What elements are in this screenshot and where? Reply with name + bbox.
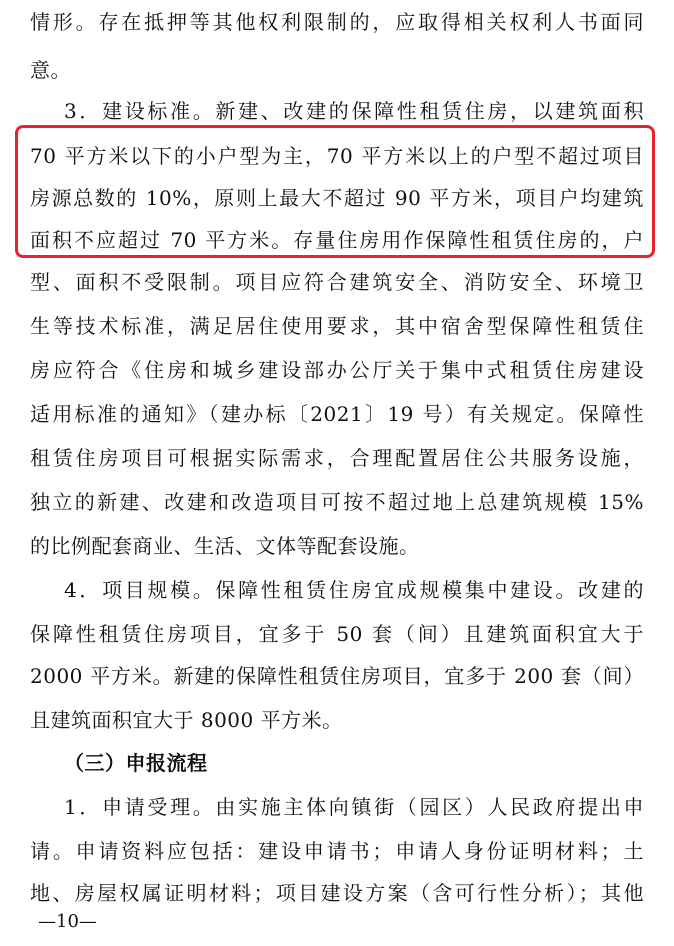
text-line: 地、房屋权属证明材料；项目建设方案（含可行性分析）；其他 [30, 881, 644, 905]
text-line: 情形。存在抵押等其他权利限制的，应取得相关权利人书面同 [30, 10, 644, 34]
text-line: 房应符合《住房和城乡建设部办公厅关于集中式租赁住房建设 [30, 358, 644, 382]
section-heading: （三）申报流程 [64, 751, 208, 775]
text-line: 租赁住房项目可根据实际需求，合理配置居住公共服务设施， [30, 446, 644, 470]
text-line: 且建筑面积宜大于 8000 平方米。 [30, 708, 343, 732]
text-line: 意。 [30, 58, 71, 82]
text-line: 3．建设标准。新建、改建的保障性租赁住房，以建筑面积 [64, 99, 644, 123]
text-line: 独立的新建、改建和改造项目可按不超过地上总建筑规模 15% [30, 490, 644, 514]
text-line: 70 平方米以下的小户型为主，70 平方米以上的户型不超过项目 [30, 144, 644, 168]
text-line: 面积不应超过 70 平方米。存量住房用作保障性租赁住房的，户 [30, 228, 644, 252]
page-number: —10— [38, 911, 97, 932]
text-line: 的比例配套商业、生活、文体等配套设施。 [30, 534, 420, 558]
text-line: 保障性租赁住房项目，宜多于 50 套（间）且建筑面积宜大于 [30, 622, 644, 646]
text-line: 型、面积不受限制。项目应符合建筑安全、消防安全、环境卫 [30, 270, 644, 294]
text-line: 适用标准的通知》（建办标〔2021〕19 号）有关规定。保障性 [30, 402, 644, 426]
text-line: 4．项目规模。保障性租赁住房宜成规模集中建设。改建的 [64, 578, 644, 602]
text-line: 1．申请受理。由实施主体向镇街（园区）人民政府提出申 [64, 795, 644, 819]
text-line: 生等技术标准，满足居住使用要求，其中宿舍型保障性租赁住 [30, 314, 644, 338]
text-line: 房源总数的 10%，原则上最大不超过 90 平方米，项目户均建筑 [30, 186, 644, 210]
text-line: 请。申请资料应包括：建设申请书；申请人身份证明材料；土 [30, 839, 644, 863]
text-line: 2000 平方米。新建的保障性租赁住房项目，宜多于 200 套（间） [30, 664, 644, 688]
